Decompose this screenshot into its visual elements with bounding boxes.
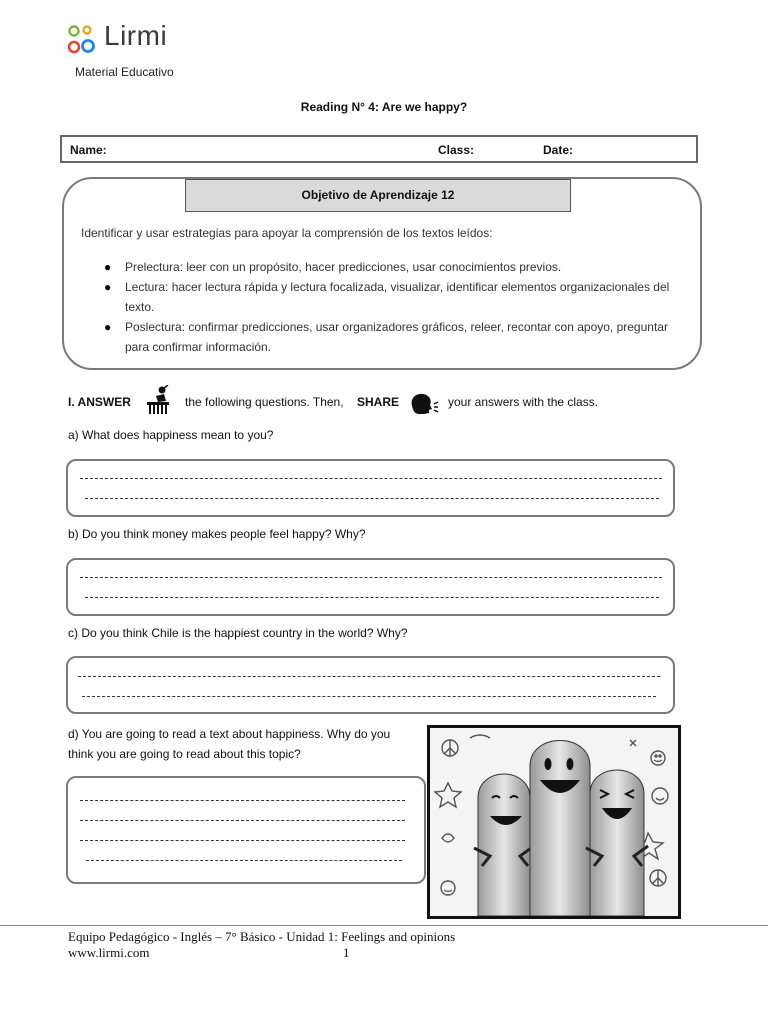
answer-line (82, 696, 656, 697)
subtitle: Material Educativo (75, 65, 174, 79)
answer-line (78, 676, 660, 677)
question-d: d) You are going to read a text about happiness. Why do you think you are going to read about this topic? (68, 727, 391, 761)
name-label: Name: (70, 143, 107, 157)
answer-box-a[interactable] (66, 459, 675, 517)
class-label: Class: (438, 143, 475, 157)
bullet-icon: ● (104, 260, 112, 274)
page-number: 1 (343, 945, 350, 960)
objective-list (104, 257, 694, 357)
question-c: c) Do you think Chile is the happiest country in the world? Why? (68, 626, 408, 640)
list-item: ● Lectura: hacer lectura rápida y lectura focalizada, visualizar, identificar elementos organizacionales del texto. (104, 277, 694, 317)
speaking-head-icon (408, 392, 440, 416)
answer-line (80, 820, 405, 821)
list-item: ● Prelectura: leer con un propósito, hacer predicciones, usar conocimientos previos. (104, 257, 694, 277)
page-title: Reading N° 4: Are we happy? (300, 100, 468, 114)
bullet-icon: ● (104, 280, 112, 294)
lirmi-dots-icon (68, 24, 102, 58)
answer-line (80, 800, 405, 801)
answer-line (85, 597, 659, 598)
footer-divider (0, 925, 768, 926)
happy-fingers-image (427, 725, 681, 919)
answer-line (80, 478, 662, 479)
lirmi-logo (68, 22, 208, 62)
objective-title: Objetivo de Aprendizaje 12 (185, 179, 571, 212)
footer-credit: Equipo Pedagógico - Inglés – 7° Básico - Unidad 1: Feelings and opinions (68, 929, 456, 944)
answer-line (80, 577, 662, 578)
brand-name: Lirmi (104, 20, 168, 51)
date-label: Date: (543, 143, 574, 157)
instr-text-2: your answers with the class. (448, 395, 599, 409)
list-item: ● Poslectura: confirmar predicciones, usar organizadores gráficos, releer, recontar con apoyo, preguntar para confirmar información. (104, 317, 694, 357)
question-a: a) What does happiness mean to you? (68, 428, 274, 442)
writing-student-icon (144, 385, 172, 415)
answer-line (85, 498, 659, 499)
answer-box-b[interactable] (66, 558, 675, 616)
answer-line (80, 840, 405, 841)
student-info-box (60, 135, 698, 163)
footer-website[interactable]: www.lirmi.com (68, 945, 150, 960)
answer-box-c[interactable] (66, 656, 675, 714)
instr-answer: I. ANSWER (68, 395, 131, 409)
instr-text-1: the following questions. Then, (185, 395, 344, 409)
answer-box-d[interactable] (66, 776, 426, 884)
instr-share: SHARE (357, 395, 400, 409)
answer-line (86, 860, 402, 861)
bullet-icon: ● (104, 320, 112, 334)
question-b: b) Do you think money makes people feel happy? Why? (68, 527, 366, 541)
objective-intro: Identificar y usar estrategias para apoyar la comprensión de los textos leídos: (81, 226, 493, 240)
